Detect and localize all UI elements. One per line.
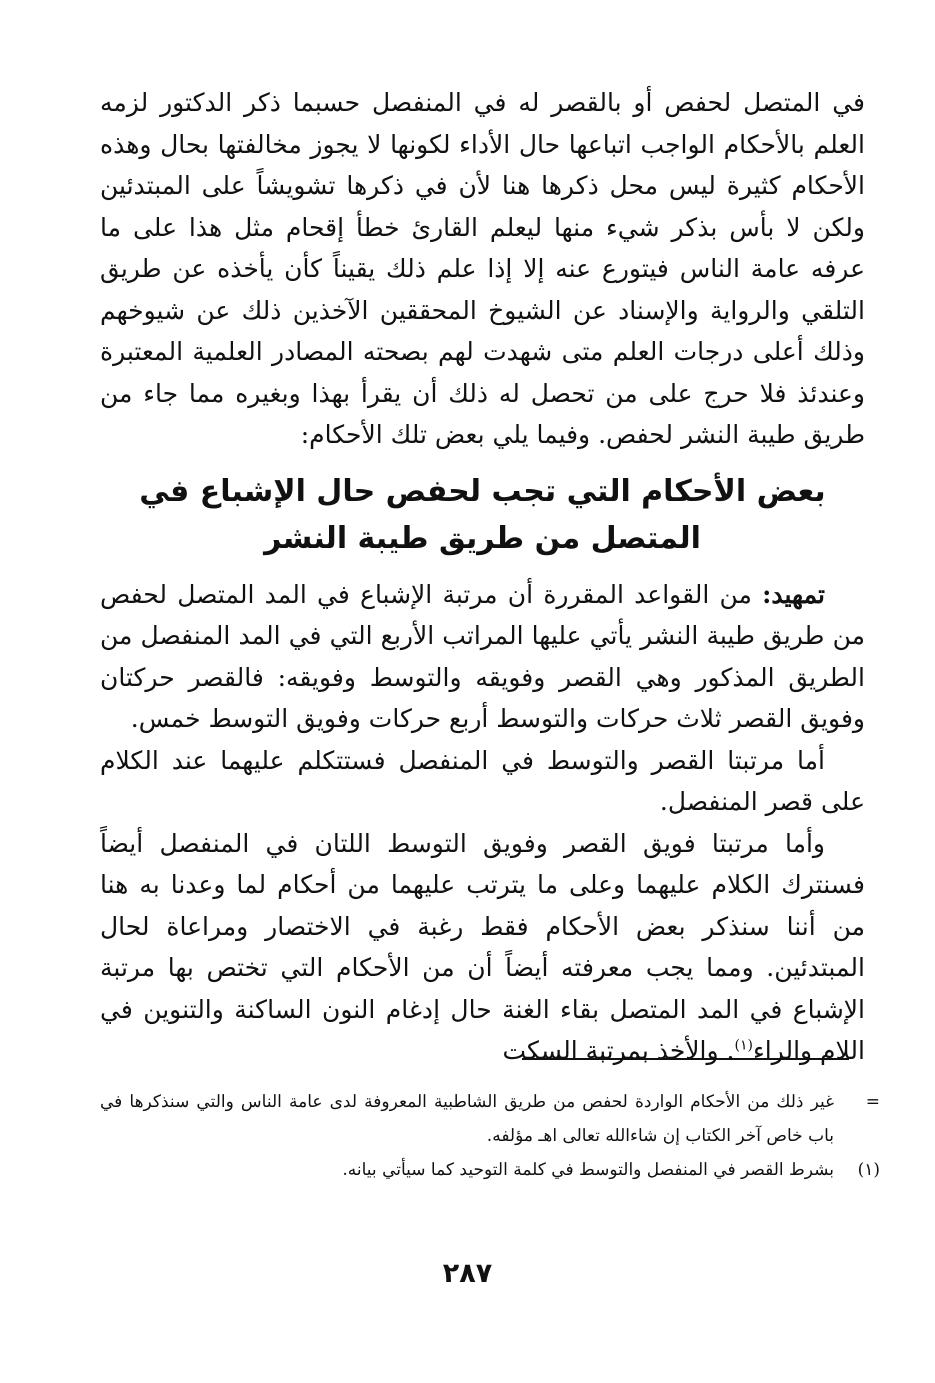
tamheed-paragraph [100, 574, 865, 740]
paragraph-3-tail: . والأخذ بمرتبة السكت [502, 1036, 735, 1065]
intro-paragraph: في المتصل لحفص أو بالقصر له في المنفصل حسبما ذكر الدكتور لزمه العلم بالأحكام الواجب اتباعها حال الأداء لكونها لا يجوز مخالفتها بحال وهذه الأحكام كثيرة ليس محل ذكرها هنا لأن في ذكرها تشويشاً على المبتدئين ولكن لا بأس بذكر شيء منها ليعلم القارئ خطأ إقحام مثل هذا على ما عرفه عامة الناس فيتورع عنه إلا إذا علم ذلك يقيناً كأن يأخذه عن طريق التلقي والرواية والإسناد عن الشيوخ المحققين الآخذين ذلك عن شيوخهم وذلك أعلى درجات العلم متى شهدت لهم بصحته المصادر العلمية المعتبرة وعندئذ فلا حرج على من تحصل له ذلك أن يقرأ بهذا وبغيره مما جاء من طريق طيبة النشر لحفص. وفيما يلي بعض تلك الأحكام: [100, 88, 865, 449]
page-number: ٢٨٧ [442, 1258, 493, 1289]
paragraph-3-text: وأما مرتبتا فويق القصر وفويق التوسط اللتان في المنفصل أيضاً فسنترك الكلام عليهما وعلى ما يترتب عليهما من أحكام لما وعدنا به هنا من أننا سنذكر بعض الأحكام فقط رغبة في الاختصار ومراعاة لحال المبتدئين. ومما يجب معرفته أيضاً أن من الأحكام التي تختص بها مرتبة الإشباع في المد المتصل بقاء الغنة حال إدغام النون الساكنة والتنوين في اللام والراء [100, 828, 865, 1065]
footnote-marker: (١) [857, 1160, 880, 1180]
footnote-marker: = [865, 1092, 880, 1112]
section-heading: بعض الأحكام التي تجب لحفص حال الإشباع في المتصل من طريق طيبة النشر [139, 473, 826, 556]
paragraph-3 [100, 823, 865, 1072]
footnote-text: بشرط القصر في المنفصل والتوسط في كلمة التوحيد كما سيأتي بيانه. [342, 1160, 834, 1180]
footnote-reference[interactable]: (١) [734, 1037, 753, 1054]
footnote-continuation [100, 1085, 880, 1153]
tamheed-lead: تمهيد: [762, 579, 825, 609]
footnote-divider [522, 1058, 849, 1060]
footnote-text: غير ذلك من الأحكام الواردة لحفص من طريق الشاطبية المعروفة لدى عامة الناس والتي سنذكرها في باب خاص آخر الكتاب إن شاءالله تعالى اهـ مؤلفه. [100, 1092, 834, 1146]
paragraph-2: أما مرتبتا القصر والتوسط في المنفصل فستتكلم عليهما عند الكلام على قصر المنفصل. [100, 745, 865, 816]
page-body [100, 82, 865, 1072]
tamheed-text: من القواعد المقررة أن مرتبة الإشباع في المد المتصل لحفص من طريق طيبة النشر يأتي عليها المراتب الأربع التي في المد المنفصل من الطريق المذكور وهي القصر وفويقه والتوسط وفويقه: فالقصر حركتان وفويق القصر ثلاث حركات والتوسط أربع حركات وفويق التوسط خمس. [100, 579, 865, 733]
footnotes [100, 1085, 880, 1187]
footnote-1 [100, 1153, 880, 1187]
